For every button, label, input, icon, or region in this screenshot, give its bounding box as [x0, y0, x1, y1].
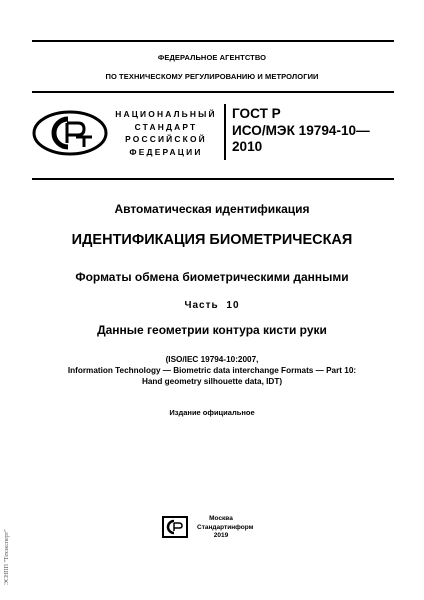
header-bottom-rule	[32, 91, 394, 93]
national-line: СТАНДАРТ	[134, 121, 198, 132]
document-part: Часть 10	[184, 300, 240, 311]
publisher-year: 2019	[213, 532, 229, 539]
agency-line-1: ФЕДЕРАЛЬНОЕ АГЕНТСТВО	[157, 53, 267, 62]
national-line: ФЕДЕРАЦИИ	[129, 146, 203, 157]
publisher-city: Москва	[209, 515, 233, 522]
gost-designation	[232, 106, 370, 156]
iso-reference-line-3: Hand geometry silhouette data, IDT)	[141, 377, 283, 386]
national-line: НАЦИОНАЛЬНЫЙ	[115, 109, 217, 119]
iso-reference-line-1: (ISO/IEC 19794-10:2007,	[165, 355, 259, 364]
gost-line: ГОСТ Р	[232, 106, 281, 121]
standard-bottom-rule	[32, 178, 394, 180]
national-standard-label	[110, 108, 222, 158]
side-stamp-text: ЭСНПП "Техэксперт"	[4, 529, 10, 585]
publisher-block	[197, 515, 254, 541]
top-rule	[32, 40, 394, 42]
national-line: РОССИЙСКОЙ	[125, 134, 207, 145]
gost-r-logo-icon	[32, 110, 108, 156]
official-edition-label: Издание официальное	[169, 408, 255, 417]
document-subtitle: Форматы обмена биометрическими данными	[75, 270, 349, 284]
iso-reference-line-2: Information Technology — Biometric data interchange Formats — Part 10:	[67, 366, 357, 375]
standard-separator	[224, 104, 226, 160]
document-category: Автоматическая идентификация	[114, 202, 310, 216]
document-part-title: Данные геометрии контура кисти руки	[97, 323, 327, 337]
standartinform-logo-icon	[162, 516, 188, 538]
side-stamp	[4, 500, 16, 585]
gost-line: 2010	[232, 139, 263, 154]
gost-line: ИСО/МЭК 19794-10—	[232, 122, 370, 138]
publisher-name: Стандартинформ	[197, 523, 254, 531]
agency-line-2: ПО ТЕХНИЧЕСКОМУ РЕГУЛИРОВАНИЮ И МЕТРОЛОГИИ	[105, 72, 319, 81]
document-main-title: ИДЕНТИФИКАЦИЯ БИОМЕТРИЧЕСКАЯ	[71, 232, 353, 248]
